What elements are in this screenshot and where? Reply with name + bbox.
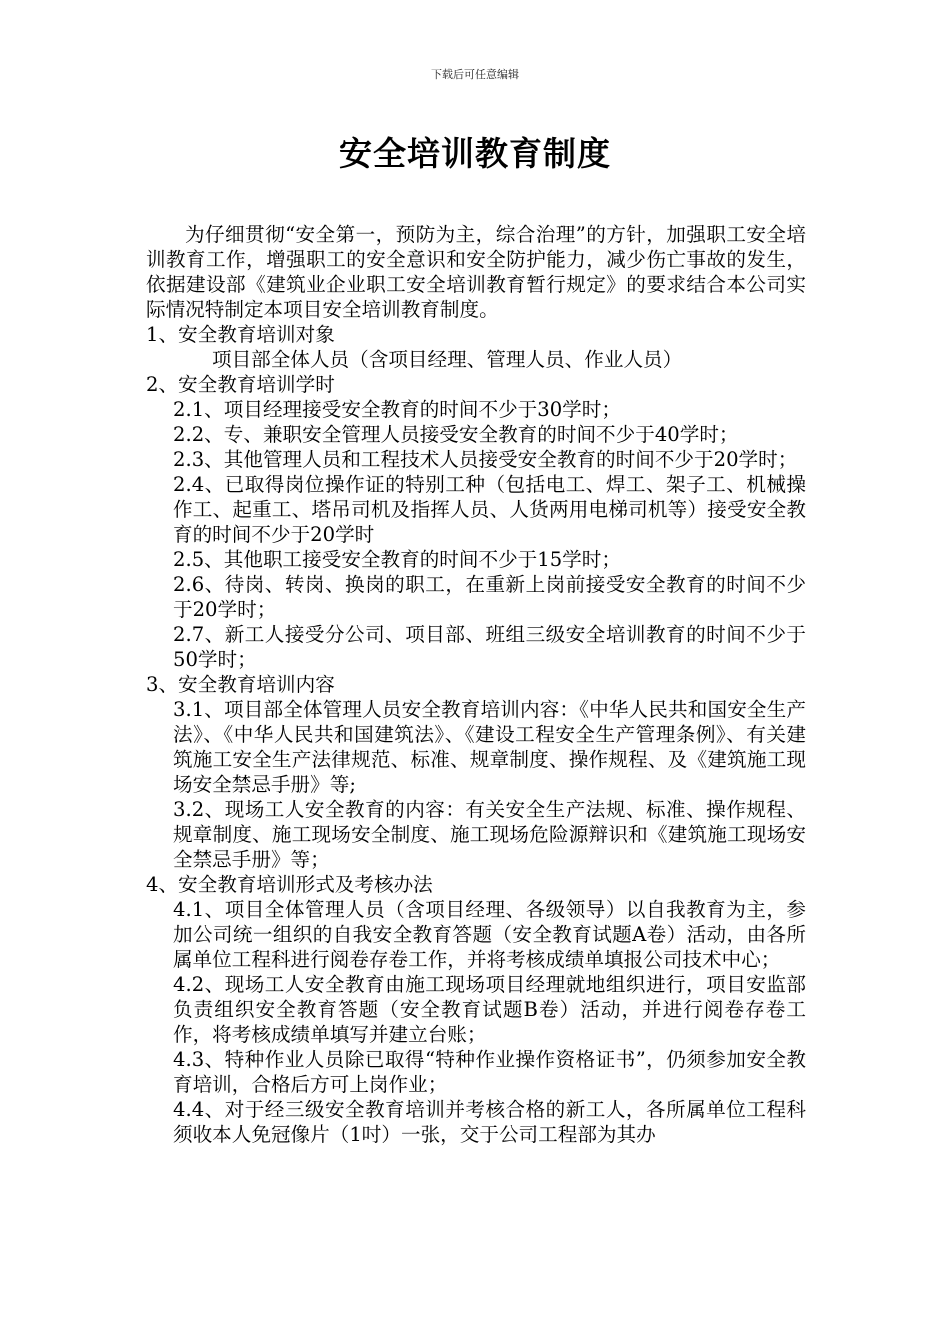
document-title: 安全培训教育制度 — [339, 134, 611, 173]
list-item: 4.4、对于经三级安全教育培训并考核合格的新工人，各所属单位工程科须收本人免冠像片（1吋）一张，交于公司工程部为其办 — [173, 1098, 806, 1146]
list-item: 3.2、现场工人安全教育的内容：有关安全生产法规、标准、操作规程、规章制度、施工现场安全制度、施工现场危险源辩识和《建筑施工现场安全禁忌手册》等； — [173, 798, 806, 871]
list-item: 2.2、专、兼职安全管理人员接受安全教育的时间不少于40学时； — [173, 423, 739, 446]
list-item: 4.1、项目全体管理人员（含项目经理、各级领导）以自我教育为主，参加公司统一组织的自我安全教育答题（安全教育试题A卷）活动，由各所属单位工程科进行阅卷存卷工作，并将考核成绩单填报公司技术中心； — [173, 898, 806, 971]
list-item: 3.1、项目部全体管理人员安全教育培训内容：《中华人民共和国安全生产法》、《中华人民共和国建筑法》、《建设工程安全生产管理条例》、有关建筑施工安全生产法律规范、标准、规章制度、操作规程、及《建筑施工现场安全禁忌手册》等; — [173, 698, 806, 796]
list-item: 2.6、待岗、转岗、换岗的职工，在重新上岗前接受安全教育的时间不少于20学时； — [173, 573, 806, 621]
list-item: 2.5、其他职工接受安全教育的时间不少于15学时； — [173, 548, 621, 571]
list-item: 2.3、其他管理人员和工程技术人员接受安全教育的时间不少于20学时； — [173, 448, 798, 471]
section-heading-2: 2、安全教育培训学时 — [146, 373, 335, 396]
section-heading-1: 1、安全教育培训对象 — [146, 323, 335, 346]
list-item: 2.1、项目经理接受安全教育的时间不少于30学时； — [173, 398, 621, 421]
section-heading-4: 4、安全教育培训形式及考核办法 — [146, 873, 433, 896]
intro-paragraph: 为仔细贯彻“安全第一，预防为主，综合治理”的方针，加强职工安全培训教育工作，增强职工的安全意识和安全防护能力，减少伤亡事故的发生，依据建设部《建筑业企业职工安全培训教育暂行规定》的要求结合本公司实际情况特制定本项目安全培训教育制度。 — [146, 223, 806, 321]
list-item: 2.7、新工人接受分公司、项目部、班组三级安全培训教育的时间不少于50学时； — [173, 623, 806, 671]
header-note: 下载后可任意编辑 — [431, 68, 519, 81]
section-heading-3: 3、安全教育培训内容 — [146, 673, 335, 696]
section-1-subtext: 项目部全体人员（含项目经理、管理人员、作业人员） — [212, 348, 683, 371]
list-item: 4.2、现场工人安全教育由施工现场项目经理就地组织进行，项目安监部负责组织安全教育答题（安全教育试题B卷）活动，并进行阅卷存卷工作，将考核成绩单填写并建立台账； — [173, 973, 806, 1046]
list-item: 4.3、特种作业人员除已取得“特种作业操作资格证书”，仍须参加安全教育培训，合格后方可上岗作业； — [173, 1048, 806, 1096]
list-item: 2.4、已取得岗位操作证的特别工种（包括电工、焊工、架子工、机械操作工、起重工、塔吊司机及指挥人员、人货两用电梯司机等）接受安全教育的时间不少于20学时 — [173, 473, 806, 546]
document-body — [146, 222, 806, 1147]
